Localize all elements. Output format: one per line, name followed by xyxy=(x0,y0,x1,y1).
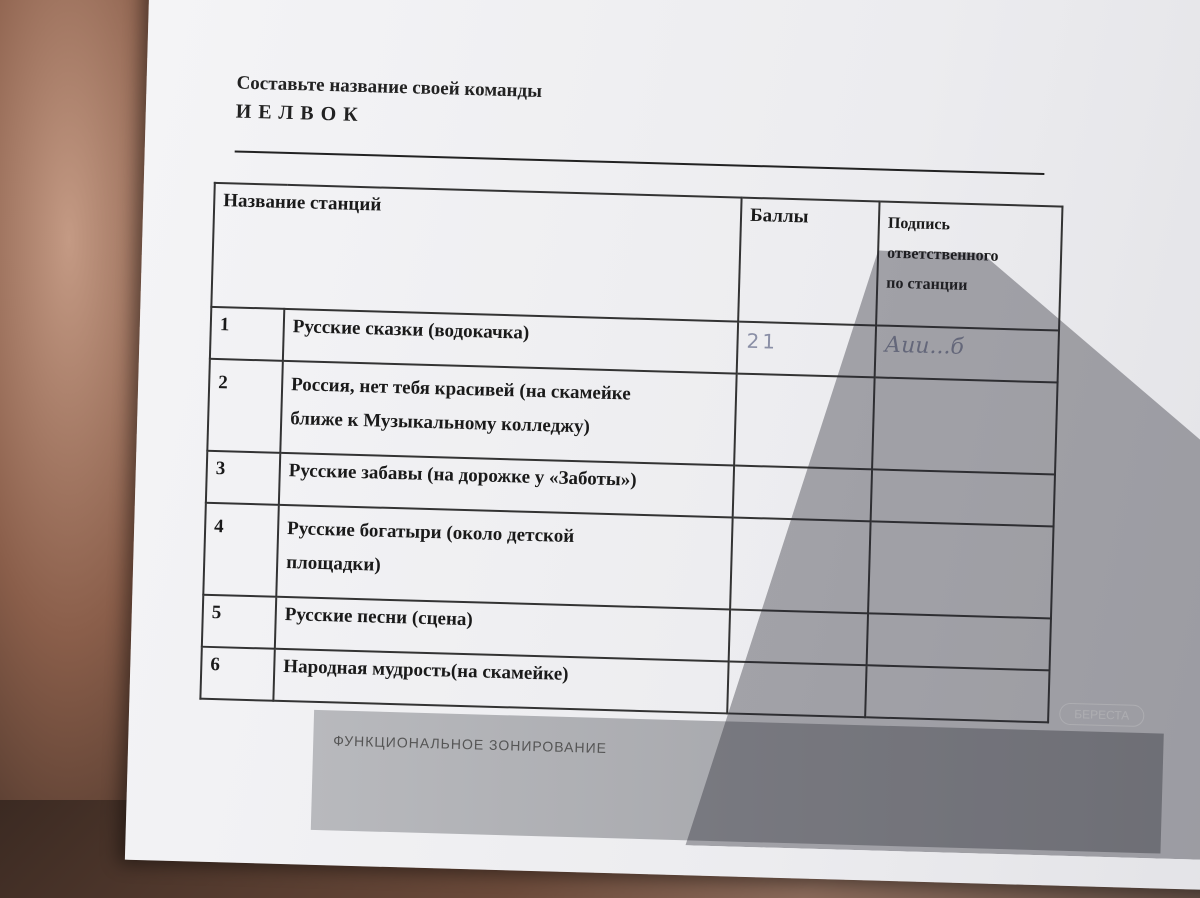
station-name: Русские сказки (водокачка) xyxy=(283,309,738,374)
row-number: 5 xyxy=(202,595,276,649)
station-name: Русские песни (сцена) xyxy=(275,597,730,662)
row-number: 4 xyxy=(203,503,279,597)
station-name xyxy=(280,361,736,466)
station-name-line: ближе к Музыкальному колледжу) xyxy=(289,408,591,438)
station-name: Русские забавы (на дорожке у «Заботы») xyxy=(279,453,734,518)
station-name: Народная мудрость(на скамейке) xyxy=(273,649,728,714)
row-number: 2 xyxy=(207,359,283,453)
row-number: 6 xyxy=(200,647,274,701)
header-station-name: Название станций xyxy=(211,183,741,322)
paper-sheet xyxy=(125,0,1200,892)
banner-badge: БЕРЕСТА xyxy=(1059,703,1145,727)
header-signature-line: ответственного xyxy=(886,244,999,265)
station-name-line: Русские богатыри (около детской xyxy=(286,518,575,548)
row-number: 3 xyxy=(206,451,280,505)
header-signature-line: по станции xyxy=(886,274,968,294)
signature-cell[interactable]: Аии...б xyxy=(875,325,1059,382)
header-points: Баллы xyxy=(738,198,879,326)
banner-title: ФУНКЦИОНАЛЬНОЕ ЗОНИРОВАНИЕ xyxy=(333,732,608,757)
team-name: ИЕЛВОК xyxy=(235,100,365,127)
station-name-line: площадки) xyxy=(285,552,381,576)
team-name-underline xyxy=(235,150,1045,175)
station-name-line: Россия, нет тебя красивей (на скамейке xyxy=(290,374,632,405)
instruction-title: Составьте название своей команды xyxy=(236,72,543,102)
row-number: 1 xyxy=(210,307,284,361)
points-cell[interactable]: 21 xyxy=(737,322,876,378)
header-signature-line: Подпись xyxy=(887,214,951,234)
station-name xyxy=(276,505,732,610)
